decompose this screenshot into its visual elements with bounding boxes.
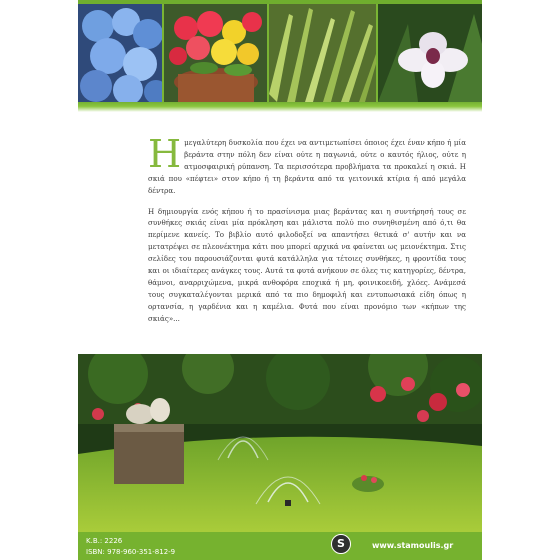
intro-paragraph bbox=[148, 132, 466, 197]
foliage-photo bbox=[269, 4, 379, 102]
body-paragraph: Η δημιουργία ενός κήπου ή το πρασίνισμα μιας βεράντας και η συντήρησή τους σε συνθήκες σκιάς είναι μία πρόκληση και μάλιστα πολύ πιο συνηθισμένη από ό,τι θα περίμενε κανείς. Το βιβλίο αυτό φιλοδοξεί να απαντήσει θετικά σ' αυτήν και να μετατρέψει σε πλεονέκτημα κάτι που μπορεί αρχικά να φαίνεται ως μειονέκτημα. Στις σελίδες του παρουσιάζονται φυτά κατάλληλα για τέτοιες συνθήκες, η φροντίδα τους και οι ιδιαίτερες ανάγκες τους. Αυτά τα φυτά ανήκουν σε όλες τις κατηγορίες, δέντρα, θάμνοι, αναρριχώμενα, μικρά ανθοφόρα εποχικά ή μη, φοινικοειδή, χλόες. Ανάμεσά τους συγκαταλέγονται μερικά από τα πιο δημοφιλή και εντυπωσιακά είδη όπως η ορτανσία, η γαρδένια και η καμέλια. Φυτά που είναι προνόμιο των «κήπων της σκιάς»... bbox=[148, 206, 466, 323]
isbn-number: ISBN: 978-960-351-812-9 bbox=[86, 548, 176, 556]
top-photo-strip bbox=[78, 0, 482, 112]
description-text bbox=[148, 132, 466, 325]
garden-photo bbox=[78, 354, 482, 532]
footer-bar bbox=[78, 532, 482, 560]
book-back-cover bbox=[78, 0, 482, 560]
publisher-logo-icon bbox=[331, 534, 351, 554]
publisher-website-link[interactable]: www.stamoulis.gr bbox=[372, 541, 454, 550]
drop-cap: Η bbox=[148, 132, 182, 176]
publisher-logo-letter: S bbox=[337, 537, 345, 550]
intro-text: μεγαλύτερη δυσκολία που έχει να αντιμετωπίσει όποιος έχει έναν κήπο ή μία βεράντα στην πόλη δεν είναι ούτε η παγωνιά, ούτε ο καυτός ήλιος, ούτε η ατμοσφαιρική ρύπανση. Τα περισσότερα προβλήματα τα προκαλεί η σκιά. Η σκιά που «πέφτει» στον κήπο ή τη βεράντα από τα γειτονικά κτίρια ή από μεγάλα δέντρα. bbox=[148, 138, 466, 195]
begonia-pot-photo bbox=[164, 4, 270, 102]
orchid-photo bbox=[378, 4, 482, 102]
hydrangea-photo bbox=[78, 4, 165, 102]
kb-number: Κ.Β.: 2226 bbox=[86, 537, 123, 545]
